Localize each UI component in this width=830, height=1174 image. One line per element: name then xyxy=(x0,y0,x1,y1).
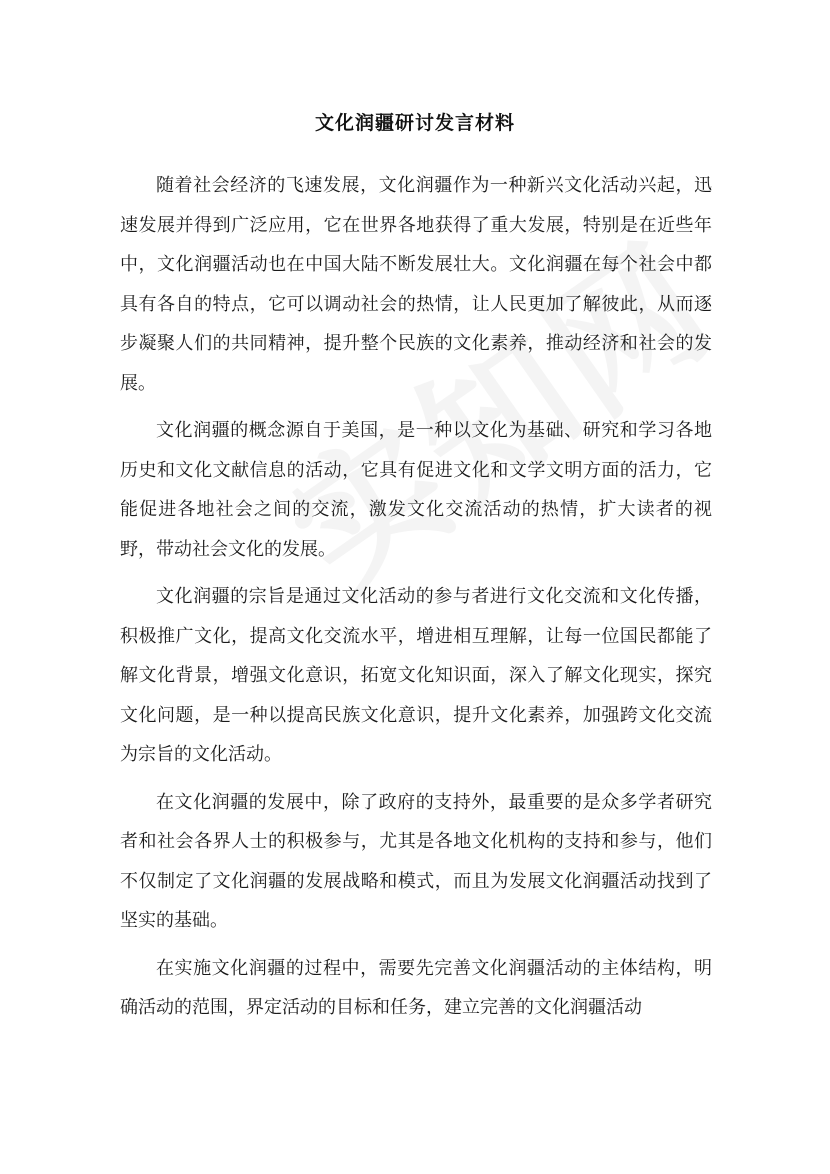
document-body xyxy=(120,166,712,1036)
paragraph-1: 随着社会经济的飞速发展，文化润疆作为一种新兴文化活动兴起，迅速发展并得到广泛应用，它在世界各地获得了重大发展，特别是在近些年中，文化润疆活动也在中国大陆不断发展壮大。文化润疆在每个社会中都具有各自的特点，它可以调动社会的热情，让人民更加了解彼此，从而逐步凝聚人们的共同精神，提升整个民族的文化素养，推动经济和社会的发展。 xyxy=(120,175,712,394)
paragraph-3: 文化润疆的宗旨是通过文化活动的参与者进行文化交流和文化传播，积极推广文化，提高文化交流水平，增进相互理解，让每一位国民都能了解文化背景，增强文化意识，拓宽文化知识面，深入了解文化现实，探究文化问题，是一种以提高民族文化意识，提升文化素养，加强跨文化交流为宗旨的文化活动。 xyxy=(120,586,712,765)
paragraph-2: 文化润疆的概念源自于美国，是一种以文化为基础、研究和学习各地历史和文化文献信息的活动，它具有促进文化和文学文明方面的活力，它能促进各地社会之间的交流，激发文化交流活动的热情，扩大读者的视野，带动社会文化的发展。 xyxy=(120,420,712,560)
paragraph-4: 在文化润疆的发展中，除了政府的支持外，最重要的是众多学者研究者和社会各界人士的积极参与，尤其是各地文化机构的支持和参与，他们不仅制定了文化润疆的发展战略和模式，而且为发展文化润疆活动找到了坚实的基础。 xyxy=(120,791,712,931)
paragraph-5: 在实施文化润疆的过程中，需要先完善文化润疆活动的主体结构，明确活动的范围，界定活动的目标和任务，建立完善的文化润疆活动 xyxy=(120,957,712,1018)
page-title: 文化润疆研讨发言材料 xyxy=(314,112,515,134)
